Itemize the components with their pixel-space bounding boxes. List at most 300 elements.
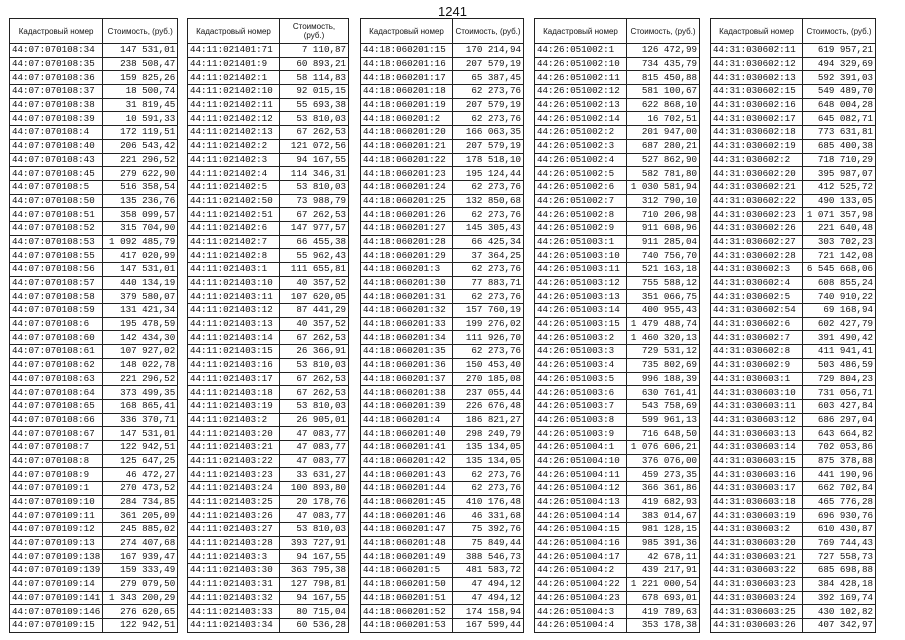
cost-cell: 53 810,03 [280,399,349,413]
table-header-row [711,19,876,44]
table-row [188,139,349,153]
cadastral-number-cell: 44:07:070108:63 [10,372,103,386]
cost-cell: 127 798,81 [280,577,349,591]
table-row [188,57,349,71]
cadastral-number-cell: 44:07:070109:10 [10,495,103,509]
cost-cell: 131 421,34 [103,304,178,318]
cadastral-number-cell: 44:11:021403:27 [188,523,280,537]
cadastral-number-cell: 44:18:060201:47 [361,523,453,537]
cost-cell: 516 358,54 [103,180,178,194]
cadastral-number-cell: 44:18:060201:4 [361,413,453,427]
cost-cell: 55 693,38 [280,98,349,112]
cost-cell: 1 460 320,13 [627,331,700,345]
table-row [361,440,524,454]
table-row [10,98,178,112]
cadastral-number-cell: 44:07:070108:64 [10,386,103,400]
cost-cell: 62 273,76 [453,85,524,99]
cost-cell: 678 693,01 [627,591,700,605]
cadastral-number-cell: 44:11:021402:8 [188,249,280,263]
cost-cell: 60 536,28 [280,618,349,632]
cadastral-number-cell: 44:31:030602:18 [711,126,803,140]
cost-cell: 1 221 000,54 [627,577,700,591]
table-row [535,454,700,468]
cadastral-number-cell: 44:18:060201:41 [361,440,453,454]
cadastral-number-cell: 44:18:060201:37 [361,372,453,386]
table-row [711,126,876,140]
cadastral-number-cell: 44:18:060201:26 [361,208,453,222]
table-row [361,509,524,523]
cadastral-number-cell: 44:31:030603:17 [711,482,803,496]
cadastral-number-cell: 44:26:051004:10 [535,454,627,468]
cost-cell: 373 499,35 [103,386,178,400]
cadastral-number-cell: 44:31:030602:7 [711,331,803,345]
cost-cell: 75 392,76 [453,523,524,537]
cadastral-table-3 [360,18,524,633]
cost-cell: 459 273,35 [627,468,700,482]
cost-cell: 16 702,51 [627,112,700,126]
cadastral-number-cell: 44:26:051002:8 [535,208,627,222]
table-row [361,427,524,441]
cost-cell: 439 217,91 [627,564,700,578]
table-row [535,221,700,235]
table-row [10,509,178,523]
cost-cell: 47 083,77 [280,454,349,468]
cost-cell: 58 114,83 [280,71,349,85]
cadastral-number-cell: 44:11:021403:13 [188,317,280,331]
table-row [10,126,178,140]
cadastral-number-cell: 44:07:070108:37 [10,85,103,99]
table-row [535,98,700,112]
cadastral-number-cell: 44:11:021403:30 [188,564,280,578]
header-cadastral-number: Кадастровый номер [188,19,280,44]
cadastral-number-cell: 44:31:030603:16 [711,468,803,482]
cadastral-number-cell: 44:26:051002:2 [535,126,627,140]
cadastral-number-cell: 44:18:060201:50 [361,577,453,591]
table-row [361,495,524,509]
cost-cell: 172 119,51 [103,126,178,140]
table-row [361,605,524,619]
cost-cell: 662 702,84 [803,482,876,496]
table-row [10,167,178,181]
cost-cell: 361 205,09 [103,509,178,523]
cadastral-number-cell: 44:11:021403:3 [188,550,280,564]
table-row [361,249,524,263]
cadastral-number-cell: 44:18:060201:45 [361,495,453,509]
cost-cell: 581 100,67 [627,85,700,99]
cadastral-number-cell: 44:26:051003:9 [535,427,627,441]
cost-cell: 147 977,57 [280,221,349,235]
cost-cell: 503 486,59 [803,358,876,372]
cadastral-number-cell: 44:18:060201:28 [361,235,453,249]
cost-cell: 178 518,10 [453,153,524,167]
cadastral-number-cell: 44:26:051004:22 [535,577,627,591]
cost-cell: 237 055,44 [453,386,524,400]
cadastral-number-cell: 44:18:060201:44 [361,482,453,496]
table-row [535,564,700,578]
cadastral-number-cell: 44:26:051004:3 [535,605,627,619]
cadastral-number-cell: 44:18:060201:33 [361,317,453,331]
cost-cell: 67 262,53 [280,372,349,386]
cost-cell: 592 391,03 [803,71,876,85]
cadastral-number-cell: 44:07:070109:13 [10,536,103,550]
cost-cell: 145 305,43 [453,221,524,235]
table-row [361,577,524,591]
cadastral-number-cell: 44:07:070108:67 [10,427,103,441]
cadastral-number-cell: 44:07:070108:59 [10,304,103,318]
cost-cell: 62 273,76 [453,468,524,482]
cadastral-number-cell: 44:31:030602:19 [711,139,803,153]
cadastral-number-cell: 44:11:021403:12 [188,304,280,318]
cost-cell: 729 531,12 [627,345,700,359]
cadastral-table-5 [710,18,876,633]
table-row [10,180,178,194]
table-row [188,221,349,235]
cadastral-number-cell: 44:31:030602:2 [711,153,803,167]
table-row [361,180,524,194]
cost-cell: 735 802,69 [627,358,700,372]
cadastral-number-cell: 44:18:060201:27 [361,221,453,235]
cost-cell: 37 364,25 [453,249,524,263]
cadastral-number-cell: 44:26:051002:3 [535,139,627,153]
cadastral-number-cell: 44:11:021403:25 [188,495,280,509]
cadastral-number-cell: 44:07:070109:14 [10,577,103,591]
table-row [711,167,876,181]
table-row [535,372,700,386]
table-row [361,85,524,99]
table-row [711,249,876,263]
cost-cell: 26 366,91 [280,345,349,359]
cadastral-number-cell: 44:31:030603:15 [711,454,803,468]
table-row [188,523,349,537]
cost-cell: 773 631,81 [803,126,876,140]
cost-cell: 465 776,28 [803,495,876,509]
cost-cell: 67 262,53 [280,331,349,345]
table-row [711,208,876,222]
table-row [361,386,524,400]
cadastral-number-cell: 44:07:070108:36 [10,71,103,85]
cost-cell: 53 810,03 [280,112,349,126]
cost-cell: 207 579,19 [453,57,524,71]
table-row [535,345,700,359]
cadastral-number-cell: 44:31:030603:19 [711,509,803,523]
cadastral-number-cell: 44:18:060201:51 [361,591,453,605]
cadastral-number-cell: 44:07:070109:15 [10,618,103,632]
cost-cell: 602 427,79 [803,317,876,331]
table-row [10,317,178,331]
cadastral-number-cell: 44:11:021403:10 [188,276,280,290]
table-row [535,399,700,413]
cadastral-number-cell: 44:11:021403:14 [188,331,280,345]
cadastral-number-cell: 44:31:030603:1 [711,372,803,386]
cadastral-table-1 [9,18,178,633]
cadastral-number-cell: 44:11:021402:13 [188,126,280,140]
table-row [10,358,178,372]
cost-cell: 77 883,71 [453,276,524,290]
cadastral-number-cell: 44:26:051002:4 [535,153,627,167]
cadastral-number-cell: 44:31:030602:23 [711,208,803,222]
cost-cell: 159 825,26 [103,71,178,85]
cost-cell: 62 273,76 [453,345,524,359]
table-row [188,440,349,454]
table-row [361,550,524,564]
table-row [361,304,524,318]
cadastral-number-cell: 44:11:021403:22 [188,454,280,468]
cadastral-number-cell: 44:11:021402:51 [188,208,280,222]
table-row [711,509,876,523]
cadastral-number-cell: 44:11:021403:26 [188,509,280,523]
cadastral-number-cell: 44:18:060201:19 [361,98,453,112]
cadastral-number-cell: 44:18:060201:46 [361,509,453,523]
cost-cell: 395 987,07 [803,167,876,181]
cost-cell: 731 056,71 [803,386,876,400]
table-row [361,618,524,632]
table-row [711,139,876,153]
table-row [188,249,349,263]
cadastral-number-cell: 44:18:060201:48 [361,536,453,550]
cadastral-number-cell: 44:07:070108:51 [10,208,103,222]
table-row [188,317,349,331]
cadastral-number-cell: 44:31:030603:20 [711,536,803,550]
cost-cell: 18 500,74 [103,85,178,99]
cost-cell: 67 262,53 [280,208,349,222]
header-cost: Стоимость, (руб.) [627,19,700,44]
cost-cell: 366 361,86 [627,482,700,496]
cadastral-number-cell: 44:18:060201:49 [361,550,453,564]
table-row [10,440,178,454]
table-row [535,57,700,71]
cadastral-number-cell: 44:11:021402:7 [188,235,280,249]
cost-cell: 363 795,38 [280,564,349,578]
table-row [10,427,178,441]
cadastral-number-cell: 44:26:051004:23 [535,591,627,605]
cadastral-number-cell: 44:07:070108:9 [10,468,103,482]
table-row [188,495,349,509]
cost-cell: 92 015,15 [280,85,349,99]
table-row [535,618,700,632]
table-row [361,221,524,235]
cadastral-number-cell: 44:07:070108:34 [10,44,103,58]
table-row [361,235,524,249]
table-row [10,85,178,99]
table-row [10,153,178,167]
cost-cell: 702 053,86 [803,440,876,454]
cost-cell: 69 168,94 [803,304,876,318]
cost-cell: 53 810,03 [280,523,349,537]
table-row [535,413,700,427]
cadastral-number-cell: 44:11:021401:71 [188,44,280,58]
cadastral-number-cell: 44:11:021402:50 [188,194,280,208]
header-cost: Стоимость, (руб.) [280,19,349,44]
cadastral-number-cell: 44:31:030603:12 [711,413,803,427]
table-row [711,263,876,277]
cost-cell: 167 599,44 [453,618,524,632]
table-row [188,98,349,112]
cadastral-table-2 [187,18,349,633]
cost-cell: 376 076,00 [627,454,700,468]
cost-cell: 392 169,74 [803,591,876,605]
cost-cell: 643 664,82 [803,427,876,441]
cost-cell: 441 190,96 [803,468,876,482]
table-row [711,564,876,578]
table-row [188,605,349,619]
cadastral-number-cell: 44:31:030603:22 [711,564,803,578]
table-row [10,194,178,208]
table-row [535,386,700,400]
cadastral-number-cell: 44:18:060201:20 [361,126,453,140]
cost-cell: 111 655,81 [280,263,349,277]
cadastral-number-cell: 44:11:021403:21 [188,440,280,454]
cost-cell: 312 790,10 [627,194,700,208]
table-row [10,71,178,85]
table-row [711,427,876,441]
cost-cell: 207 579,19 [453,139,524,153]
cost-cell: 315 704,90 [103,221,178,235]
cost-cell: 996 188,39 [627,372,700,386]
table-row [10,331,178,345]
cost-cell: 47 083,77 [280,509,349,523]
table-row [188,180,349,194]
cadastral-number-cell: 44:31:030603:10 [711,386,803,400]
cost-cell: 648 004,28 [803,98,876,112]
table-row [711,221,876,235]
cost-cell: 336 370,71 [103,413,178,427]
cost-cell: 31 819,45 [103,98,178,112]
cadastral-number-cell: 44:18:060201:17 [361,71,453,85]
cadastral-number-cell: 44:31:030602:27 [711,235,803,249]
cost-cell: 114 346,31 [280,167,349,181]
cost-cell: 226 676,48 [453,399,524,413]
cost-cell: 391 490,42 [803,331,876,345]
table-row [10,345,178,359]
table-row [188,413,349,427]
cadastral-number-cell: 44:07:070109:11 [10,509,103,523]
table-row [188,372,349,386]
cadastral-number-cell: 44:26:051004:16 [535,536,627,550]
cost-cell: 687 280,21 [627,139,700,153]
cost-cell: 62 273,76 [453,180,524,194]
table-row [361,413,524,427]
cost-cell: 911 285,04 [627,235,700,249]
cadastral-number-cell: 44:31:030602:16 [711,98,803,112]
cadastral-number-cell: 44:18:060201:3 [361,263,453,277]
cadastral-number-cell: 44:11:021403:31 [188,577,280,591]
table-row [10,249,178,263]
cost-cell: 388 546,73 [453,550,524,564]
cadastral-number-cell: 44:26:051003:11 [535,263,627,277]
cadastral-number-cell: 44:31:030603:26 [711,618,803,632]
cadastral-number-cell: 44:31:030602:11 [711,44,803,58]
cadastral-number-cell: 44:11:021403:24 [188,482,280,496]
cadastral-number-cell: 44:26:051002:1 [535,44,627,58]
table-row [711,523,876,537]
cadastral-number-cell: 44:26:051003:2 [535,331,627,345]
table-row [535,112,700,126]
cost-cell: 80 715,04 [280,605,349,619]
cadastral-number-cell: 44:11:021403:33 [188,605,280,619]
cadastral-number-cell: 44:26:051003:6 [535,386,627,400]
cadastral-number-cell: 44:26:051003:14 [535,304,627,318]
header-cost: Стоимость, (руб.) [103,19,178,44]
table-row [188,290,349,304]
cadastral-number-cell: 44:11:021403:18 [188,386,280,400]
table-row [361,263,524,277]
cost-cell: 122 942,51 [103,440,178,454]
table-row [361,317,524,331]
cadastral-number-cell: 44:18:060201:15 [361,44,453,58]
table-row [535,139,700,153]
cadastral-number-cell: 44:07:070108:65 [10,399,103,413]
cadastral-number-cell: 44:26:051002:6 [535,180,627,194]
cadastral-number-cell: 44:31:030603:24 [711,591,803,605]
cost-cell: 718 710,29 [803,153,876,167]
cost-cell: 686 297,04 [803,413,876,427]
table-row [535,85,700,99]
cost-cell: 351 066,75 [627,290,700,304]
cost-cell: 20 178,76 [280,495,349,509]
cost-cell: 40 357,52 [280,276,349,290]
cadastral-table-4 [534,18,700,633]
cadastral-number-cell: 44:31:030602:15 [711,85,803,99]
cost-cell: 1 030 581,94 [627,180,700,194]
cost-cell: 527 862,90 [627,153,700,167]
table-row [361,153,524,167]
cost-cell: 132 850,68 [453,194,524,208]
table-row [10,454,178,468]
table-row [711,454,876,468]
cost-cell: 199 276,02 [453,317,524,331]
cost-cell: 66 425,34 [453,235,524,249]
cost-cell: 67 262,53 [280,386,349,400]
cadastral-number-cell: 44:26:051002:12 [535,85,627,99]
cadastral-number-cell: 44:26:051003:1 [535,235,627,249]
cost-cell: 270 185,08 [453,372,524,386]
table-row [535,317,700,331]
cost-cell: 412 525,72 [803,180,876,194]
table-row [535,427,700,441]
cadastral-number-cell: 44:11:021402:12 [188,112,280,126]
cost-cell: 815 450,88 [627,71,700,85]
cadastral-number-cell: 44:07:070108:7 [10,440,103,454]
cost-cell: 490 133,05 [803,194,876,208]
cost-cell: 645 082,71 [803,112,876,126]
table-row [10,235,178,249]
cadastral-number-cell: 44:31:030602:17 [711,112,803,126]
cadastral-number-cell: 44:31:030603:2 [711,523,803,537]
cadastral-number-cell: 44:26:051002:9 [535,221,627,235]
cadastral-number-cell: 44:26:051004:4 [535,618,627,632]
cost-cell: 148 022,78 [103,358,178,372]
cost-cell: 400 955,43 [627,304,700,318]
table-row [188,509,349,523]
cost-cell: 142 434,30 [103,331,178,345]
cadastral-number-cell: 44:26:051004:2 [535,564,627,578]
cadastral-number-cell: 44:07:070108:4 [10,126,103,140]
table-row [188,235,349,249]
table-row [188,591,349,605]
cost-cell: 62 273,76 [453,482,524,496]
cadastral-number-cell: 44:11:021403:2 [188,413,280,427]
cost-cell: 121 072,56 [280,139,349,153]
table-row [188,536,349,550]
table-row [361,98,524,112]
table-row [535,536,700,550]
cadastral-number-cell: 44:26:051003:15 [535,317,627,331]
table-row [711,153,876,167]
table-row [535,44,700,58]
cadastral-number-cell: 44:07:070108:56 [10,263,103,277]
cost-cell: 47 494,12 [453,591,524,605]
cadastral-number-cell: 44:07:070108:53 [10,235,103,249]
